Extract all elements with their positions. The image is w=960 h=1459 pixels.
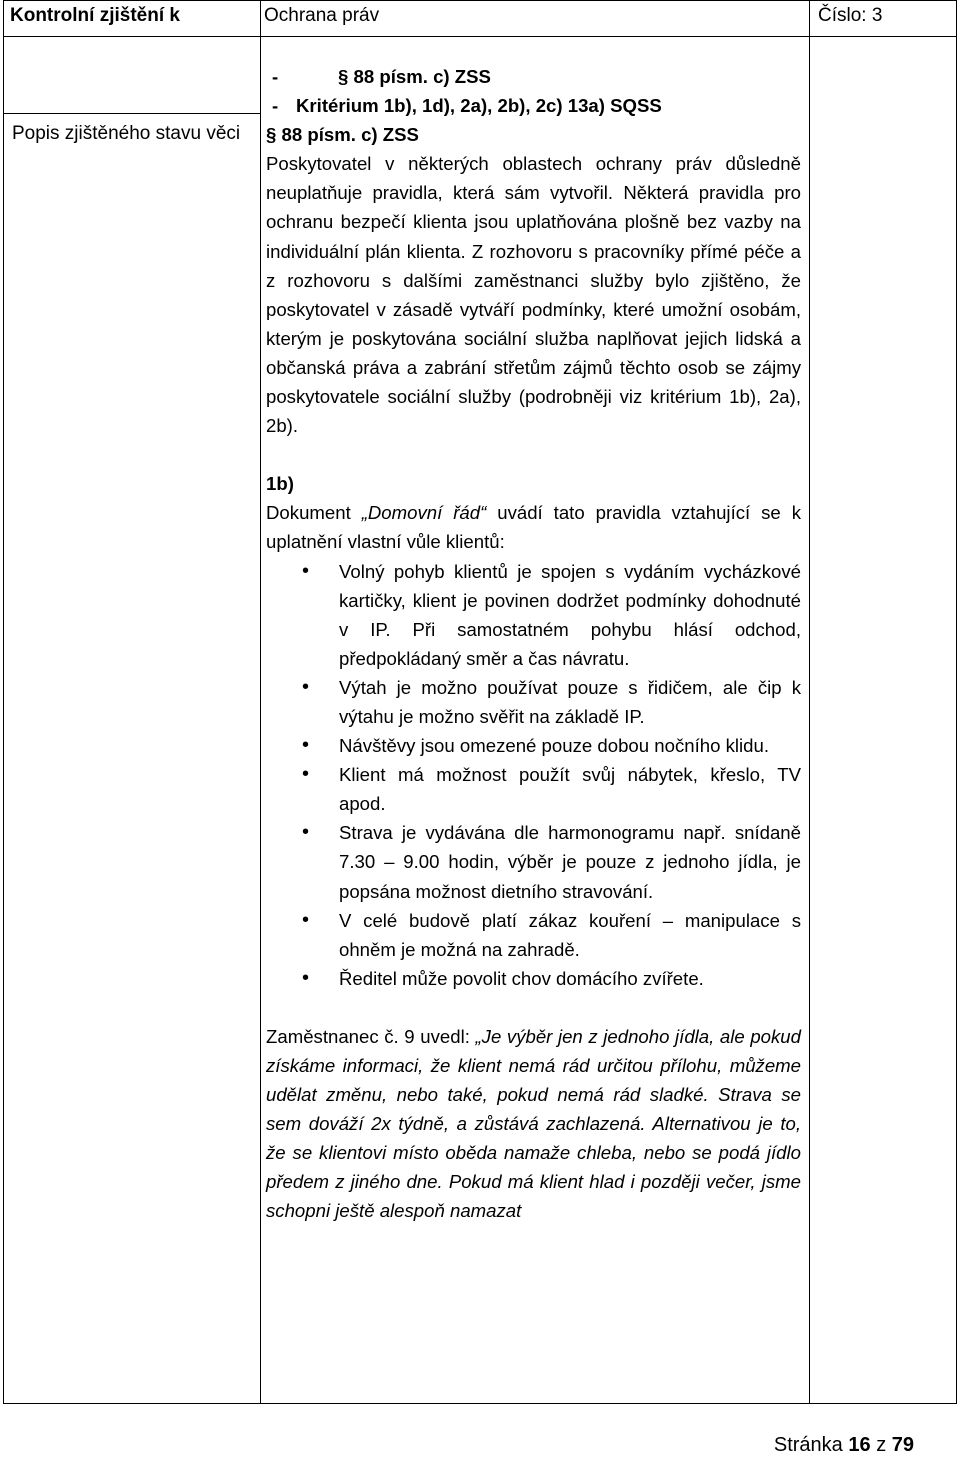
reference-line: - § 88 písm. c) ZSS xyxy=(272,66,491,87)
page-footer: Stránka 16 z 79 xyxy=(773,1434,914,1456)
column-divider xyxy=(260,1,261,1403)
rules-list xyxy=(266,557,801,993)
list-item: • Ředitel může povolit chov domácího zvířete. xyxy=(266,964,801,993)
section-sign-ref: § xyxy=(338,66,354,87)
list-item: • Strava je vydávána dle harmonogramu např. snídaně 7.30 – 9.00 hodin, výběr je pouze z jednoho jídla, je popsána možnost dietního stravování. xyxy=(266,818,801,905)
header-title: Kontrolní zjištění k xyxy=(10,5,180,26)
paragraph: Poskytovatel v některých oblastech ochrany práv důsledně neuplatňuje pravidla, která sám vytvořil. Některá pravidla pro ochranu bezpečí klienta jsou uplatňována plošně bez vazby na individuální plán klienta. Z rozhovoru s pracovníky přímé péče a z rozhovoru s dalšími zaměstnanci služby bylo zjištěno, že poskytovatel v zásadě vytváří podmínky, které umožní osobám, kterým je poskytována sociální služba naplňovat jejich lidská a občanská práva a zabrání střetům zájmů těchto osob se zájmy poskytovatele sociální služby (podrobněji viz kritérium 1b), 2a), 2b). xyxy=(266,153,801,437)
row-label: Popis zjištěného stavu věci xyxy=(12,123,241,144)
zss-heading: § 88 písm. c) ZSS xyxy=(266,124,419,146)
document-title: „Domovní řád“ xyxy=(361,502,487,524)
reference-line: - Kritérium 1b), 1d), 2a), 2b), 2c) 13a) SQSS xyxy=(272,95,662,117)
header-row-divider xyxy=(4,36,956,37)
list-item: • V celé budově platí zákaz kouření – manipulace s ohněm je možná na zahradě. xyxy=(266,906,801,964)
header-area: Ochrana práv xyxy=(264,5,380,26)
list-item: • Volný pohyb klientů je spojen s vydáním vycházkové kartičky, klient je povinen dodržet podmínky dohodnuté v IP. Při samostatném pohybu hlásí odchod, předpokládaný směr a čas návratu. xyxy=(266,557,801,673)
header-number: Číslo: 3 xyxy=(818,5,883,26)
employee-quote: „Je výběr jen z jednoho jídla, ale pokud získáme informaci, že klient nemá rád určitou přílohu, můžeme udělat změnu, nebo také, pokud nemá rád sladké. Strava se sem dováží 2x týdně, a zůstává zachlazená. Alternativou je to, že se klientovi místo oběda namaže chleba, nebo se podá jídlo předem z jiného dne. Pokud má klient hlad i později večer, jsme schopni ještě alespoň namazat xyxy=(266,1025,801,1222)
finding-content xyxy=(266,62,801,1226)
label-row-divider xyxy=(4,113,260,114)
list-item: • Výtah je možno používat pouze s řidičem, ale čip k výtahu je možno svěřit na základě IP. xyxy=(266,673,801,731)
page-total: 79 xyxy=(891,1434,914,1456)
document-intro: Dokument „Domovní řád“ uvádí tato pravidla vztahující se k uplatnění vlastní vůle klientů: xyxy=(266,502,802,553)
list-item: • Klient má možnost použít svůj nábytek, křeslo, TV apod. xyxy=(266,760,801,818)
section-sign-icon: § xyxy=(266,124,282,146)
page-current: 16 xyxy=(848,1434,871,1456)
section-heading: 1b) xyxy=(266,473,294,495)
employee-statement: Zaměstnanec č. 9 uvedl: „Je výběr jen z jednoho jídla, ale pokud získáme informaci, že klient nemá rád určitou přílohu, můžeme udělat změnu, nebo také, pokud nemá rád sladké. Strava se sem dováží 2x týdně, a zůstává zachlazená. Alternativou je to, že se klientovi místo oběda namaže chleba, nebo se podá jídlo předem z jiného dne. Pokud má klient hlad i později večer, jsme schopni ještě alespoň namazat xyxy=(266,1025,801,1222)
column-divider xyxy=(809,1,810,1403)
list-item: • Návštěvy jsou omezené pouze dobou nočního klidu. xyxy=(266,731,801,760)
